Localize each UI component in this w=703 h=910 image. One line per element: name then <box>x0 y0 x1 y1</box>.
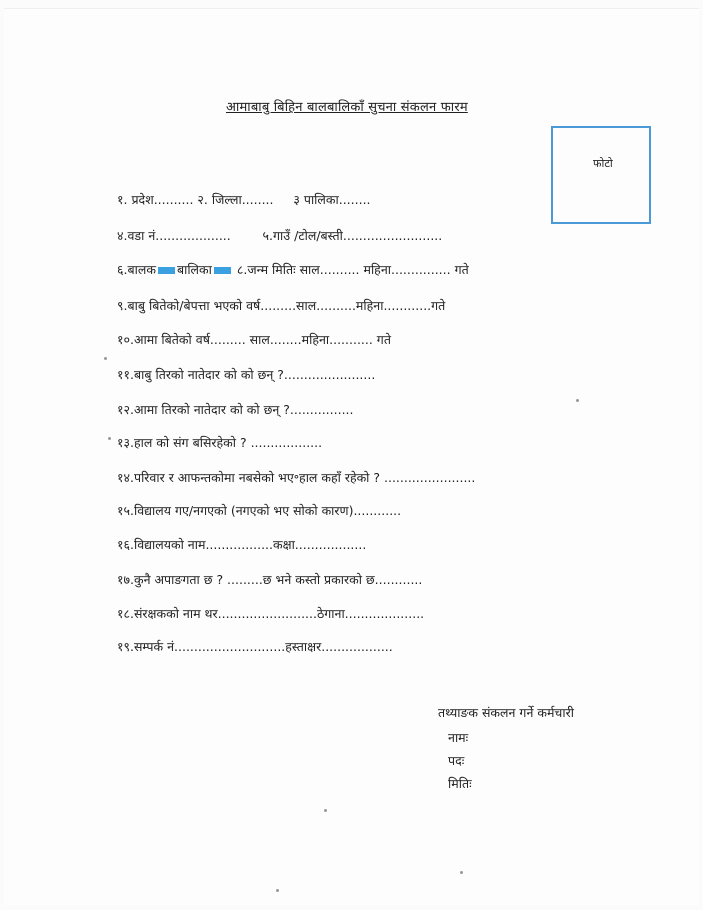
field-row-current-residence: १४.परिवार र आफन्तकोमा नबसेको भए॰हाल कहाँ रहेको ? ....................... <box>117 470 476 485</box>
field-row-maternal-relatives: १२.आमा तिरको नातेदार को को छन् ?................ <box>117 402 354 417</box>
field-row-gender-birthdate <box>117 261 469 278</box>
photo-label: फोटो <box>593 157 613 170</box>
signature-date: मितिः <box>448 776 472 791</box>
field-row-school-attendance: १५.विद्यालय गए/नगएको (नगएको भए सोको कारण)............ <box>117 503 402 518</box>
field-row-contact-signature: १९.सम्पर्क नं............................हस्ताक्षर.................. <box>117 639 393 654</box>
signature-name: नामः <box>448 730 469 745</box>
field-row-province-district: १. प्रदेश.......... २. जिल्ला........ ३ पालिका........ <box>117 192 371 207</box>
signature-post: पदः <box>448 753 465 768</box>
field-row-father-death: ९.बाबु बितेको/बेपत्ता भएको वर्ष.........साल..........महिना............गते <box>117 298 446 313</box>
girl-label: बालिका <box>176 262 212 277</box>
form-page <box>4 8 699 905</box>
field-row-ward-village: ४.वडा नं................... ५.गाउँ /टोल/बस्ती......................... <box>117 228 443 243</box>
field-row-paternal-relatives: ११.बाबु तिरको नातेदार को को छन् ?....................... <box>117 367 376 382</box>
field-row-guardian-name: १८.संरक्षकको नाम थर.........................ठेगाना.................... <box>117 606 425 621</box>
field-row-mother-death: १०.आमा बितेको वर्ष......... साल........महिना........... गते <box>117 332 391 347</box>
scan-speck <box>104 357 107 360</box>
field-row-school-name: १६.विद्यालयको नाम.................कक्षा.................. <box>117 537 367 552</box>
scan-speck <box>324 809 327 812</box>
birthdate-label: ८.जन्म मितिः साल.......... महिना............... गते <box>236 262 469 277</box>
signature-heading: तथ्याङक संकलन गर्ने कर्मचारी <box>438 705 574 720</box>
girl-checkbox[interactable] <box>214 267 231 274</box>
field-row-disability: १७.कुनै अपाङगता छ ? .........छ भने कस्तो प्रकारको छ............ <box>117 572 423 587</box>
form-title: आमाबाबु बिहिन बालबालिकाँ सुचना संकलन फारम <box>226 100 468 115</box>
scan-speck <box>460 871 463 874</box>
boy-checkbox[interactable] <box>158 267 175 274</box>
boy-label: ६.बालक <box>117 262 156 277</box>
scan-speck <box>576 399 579 402</box>
photo-box <box>551 126 651 224</box>
scan-speck <box>276 889 279 892</box>
field-row-current-guardian: १३.हाल को संग बसिरहेको ? .................. <box>117 435 323 450</box>
scan-speck <box>108 437 111 440</box>
